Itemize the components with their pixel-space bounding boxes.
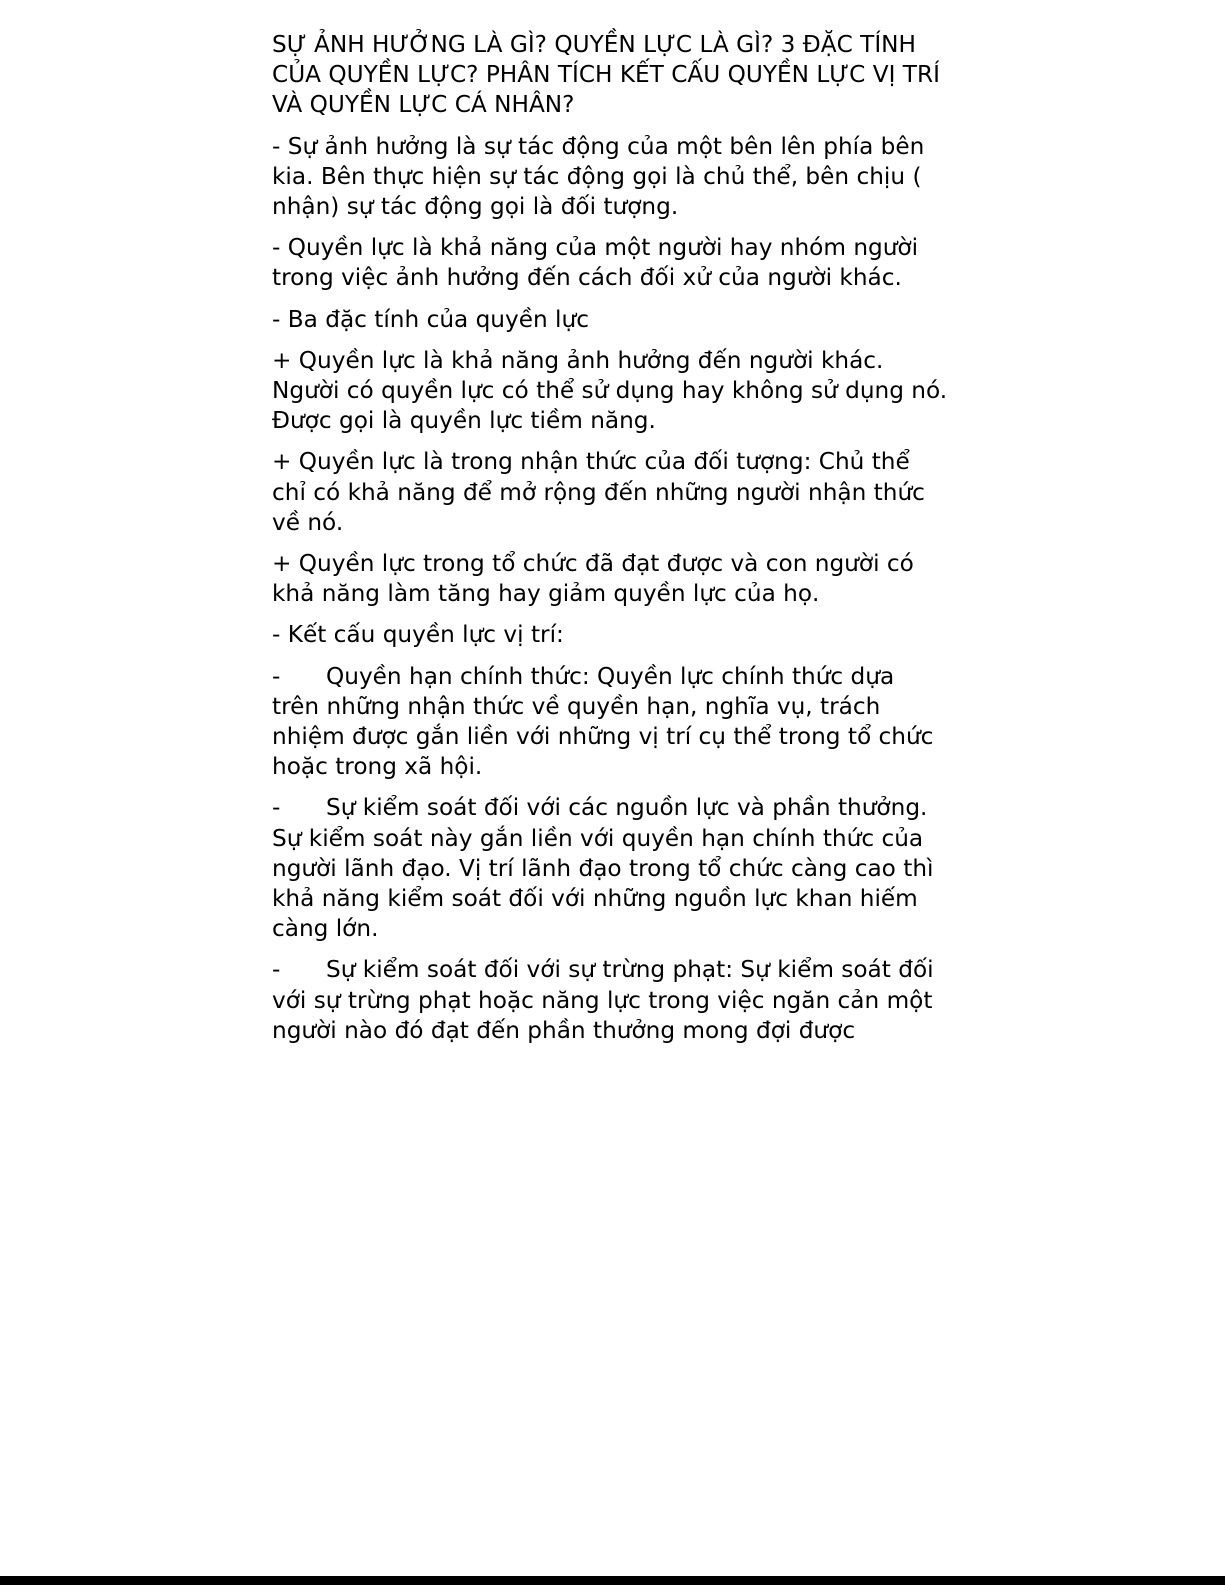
- list-item-resource-control: [272, 793, 948, 944]
- list-item-formal-authority: [272, 662, 948, 783]
- document-body: [272, 30, 948, 1057]
- paragraph-influence-definition: - Sự ảnh hưởng là sự tác động của một bên lên phía bên kia. Bên thực hiện sự tác động gọi là chủ thể, bên chịu ( nhận) sự tác động gọi là đối tượng.: [272, 132, 925, 221]
- paragraph-position-power-heading: - Kết cấu quyền lực vị trí:: [272, 621, 564, 649]
- paragraph-power-definition: - Quyền lực là khả năng của một người hay nhóm người trong việc ảnh hưởng đến cách đối xử của người khác.: [272, 234, 919, 292]
- dash-marker: -: [272, 794, 281, 822]
- dash-marker: -: [272, 956, 281, 984]
- paragraph-power-traits-heading: - Ba đặc tính của quyền lực: [272, 305, 589, 333]
- dash-marker: -: [272, 662, 281, 690]
- paragraph-trait-3: + Quyền lực trong tổ chức đã đạt được và con người có khả năng làm tăng hay giảm quyền lực của họ.: [272, 550, 914, 608]
- list-item-text: Sự kiểm soát đối với các nguồn lực và phần thưởng. Sự kiểm soát này gắn liền với quyền hạn chính thức của người lãnh đạo. Vị trí lãnh đạo trong tổ chức càng cao thì khả năng kiểm soát đối với những nguồn lực khan hiếm càng lớn.: [272, 794, 934, 943]
- list-item-punishment-control: [272, 955, 948, 1046]
- document-title: SỰ ẢNH HƯỞNG LÀ GÌ? QUYỀN LỰC LÀ GÌ? 3 ĐẶC TÍNH CỦA QUYỀN LỰC? PHÂN TÍCH KẾT CẤU QUYỀN LỰC VỊ TRÍ VÀ QUYỀN LỰC CÁ NHÂN?: [272, 31, 940, 119]
- paragraph-trait-1: + Quyền lực là khả năng ảnh hưởng đến người khác. Người có quyền lực có thể sử dụng hay không sử dụng nó. Được gọi là quyền lực tiềm năng.: [272, 346, 948, 435]
- list-item-text: Sự kiểm soát đối với sự trừng phạt: Sự kiểm soát đối với sự trừng phạt hoặc năng lực trong việc ngăn cản một người nào đó đạt đến phần thưởng mong đợi được: [272, 956, 934, 1044]
- list-item-text: Quyền hạn chính thức: Quyền lực chính thức dựa trên những nhận thức về quyền hạn, nghĩa vụ, trách nhiệm được gắn liền với những vị trí cụ thể trong tổ chức hoặc trong xã hội.: [272, 662, 934, 781]
- page-bottom-border: [0, 1576, 1225, 1585]
- paragraph-trait-2: + Quyền lực là trong nhận thức của đối tượng: Chủ thể chỉ có khả năng để mở rộng đến những người nhận thức về nó.: [272, 448, 925, 536]
